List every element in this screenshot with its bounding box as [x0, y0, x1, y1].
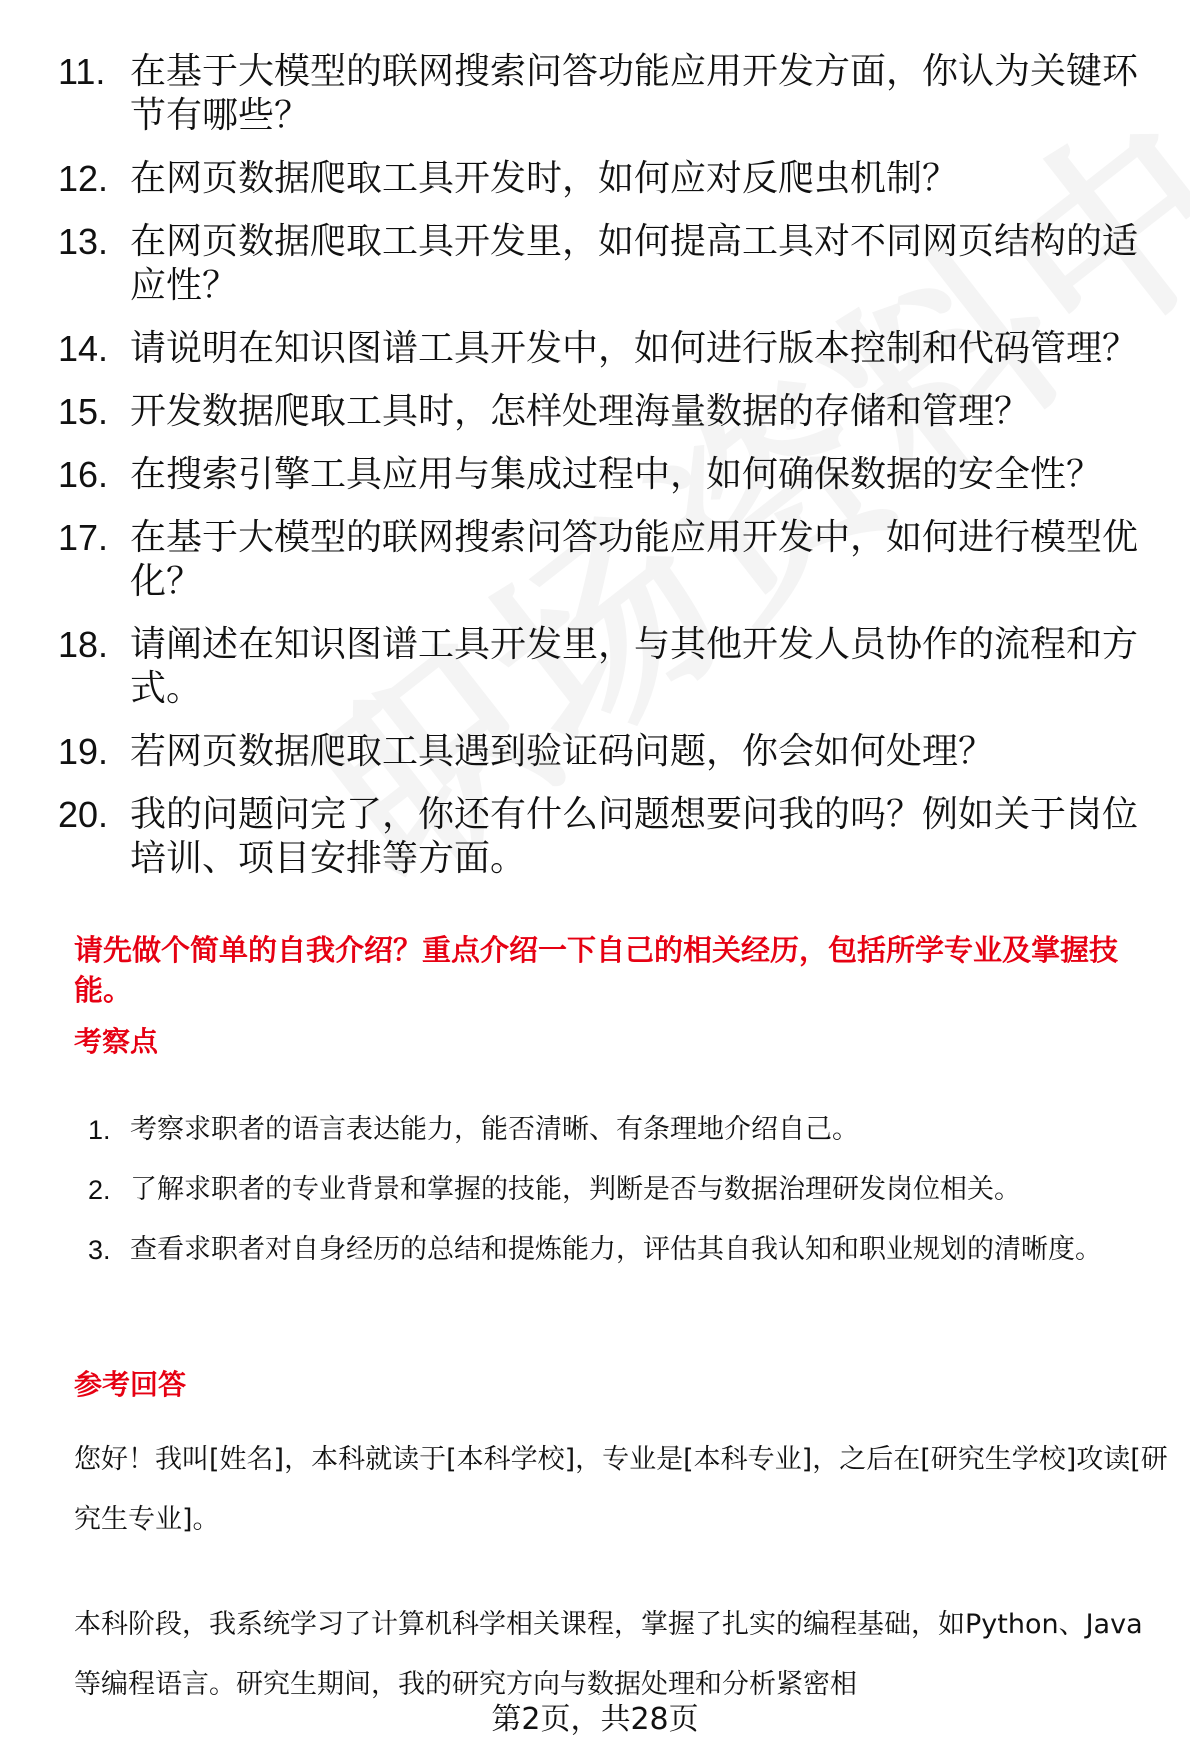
question-number: 20. — [58, 794, 109, 835]
list-item — [58, 157, 1158, 201]
point-text: 考察求职者的语言表达能力，能否清晰、有条理地介绍自己。 — [130, 1114, 859, 1145]
question-text: 请阐述在知识图谱工具开发里，与其他开发人员协作的流程和方式。 — [130, 624, 1139, 709]
question-text: 请说明在知识图谱工具开发中，如何进行版本控制和代码管理？ — [130, 328, 1139, 369]
question-number: 16. — [58, 454, 109, 495]
list-item — [58, 390, 1158, 434]
question-text: 在网页数据爬取工具开发里，如何提高工具对不同网页结构的适应性？ — [130, 221, 1139, 306]
question-text: 开发数据爬取工具时，怎样处理海量数据的存储和管理？ — [130, 391, 1031, 432]
list-item — [58, 50, 1158, 138]
list-item — [88, 1160, 1168, 1220]
point-number: 2. — [88, 1175, 111, 1205]
question-number: 15. — [58, 391, 109, 432]
question-number: 19. — [58, 731, 109, 772]
list-item — [58, 623, 1158, 711]
answer-heading: 参考回答 — [74, 1368, 187, 1401]
question-text: 我的问题问完了，你还有什么问题想要问我的吗？例如关于岗位培训、项目安排等方面。 — [130, 794, 1139, 879]
points-list — [88, 1100, 1168, 1280]
question-text: 若网页数据爬取工具遇到验证码问题，你会如何处理？ — [130, 731, 995, 772]
question-text: 在网页数据爬取工具开发时，如何应对反爬虫机制？ — [130, 158, 959, 199]
list-item — [58, 516, 1158, 604]
point-number: 1. — [88, 1115, 111, 1145]
question-text: 在基于大模型的联网搜索问答功能应用开发方面，你认为关键环节有哪些？ — [130, 51, 1139, 136]
list-item — [88, 1220, 1168, 1280]
list-item — [58, 220, 1158, 308]
point-number: 3. — [88, 1235, 111, 1265]
answer-paragraph: 本科阶段，我系统学习了计算机科学相关课程，掌握了扎实的编程基础，如Python、Java等编程语言。研究生期间，我的研究方向与数据处理和分析紧密相 — [74, 1609, 1143, 1700]
point-text: 查看求职者对自身经历的总结和提炼能力，评估其自我认知和职业规划的清晰度。 — [130, 1234, 1102, 1265]
question-list — [58, 50, 1158, 900]
answer-paragraph: 您好！我叫[姓名]，本科就读于[本科学校]，专业是[本科专业]，之后在[研究生学校]攻读[研究生专业]。 — [74, 1444, 1168, 1535]
main-question-heading: 请先做个简单的自我介绍？重点介绍一下自己的相关经历，包括所学专业及掌握技能。 — [74, 933, 1119, 1007]
question-text: 在基于大模型的联网搜索问答功能应用开发中，如何进行模型优化？ — [130, 517, 1139, 602]
list-item — [58, 793, 1158, 881]
question-number: 12. — [58, 158, 109, 199]
question-number: 11. — [58, 51, 106, 92]
list-item — [58, 730, 1158, 774]
question-number: 18. — [58, 624, 109, 665]
question-number: 17. — [58, 517, 109, 558]
point-text: 了解求职者的专业背景和掌握的技能，判断是否与数据治理研发岗位相关。 — [130, 1174, 1021, 1205]
question-number: 14. — [58, 328, 109, 369]
page-footer: 第2页，共28页 — [491, 1702, 699, 1737]
list-item — [88, 1100, 1168, 1160]
question-text: 在搜索引擎工具应用与集成过程中，如何确保数据的安全性？ — [130, 454, 1103, 495]
list-item — [58, 453, 1158, 497]
points-heading: 考察点 — [74, 1025, 159, 1058]
question-number: 13. — [58, 221, 109, 262]
list-item — [58, 327, 1158, 371]
